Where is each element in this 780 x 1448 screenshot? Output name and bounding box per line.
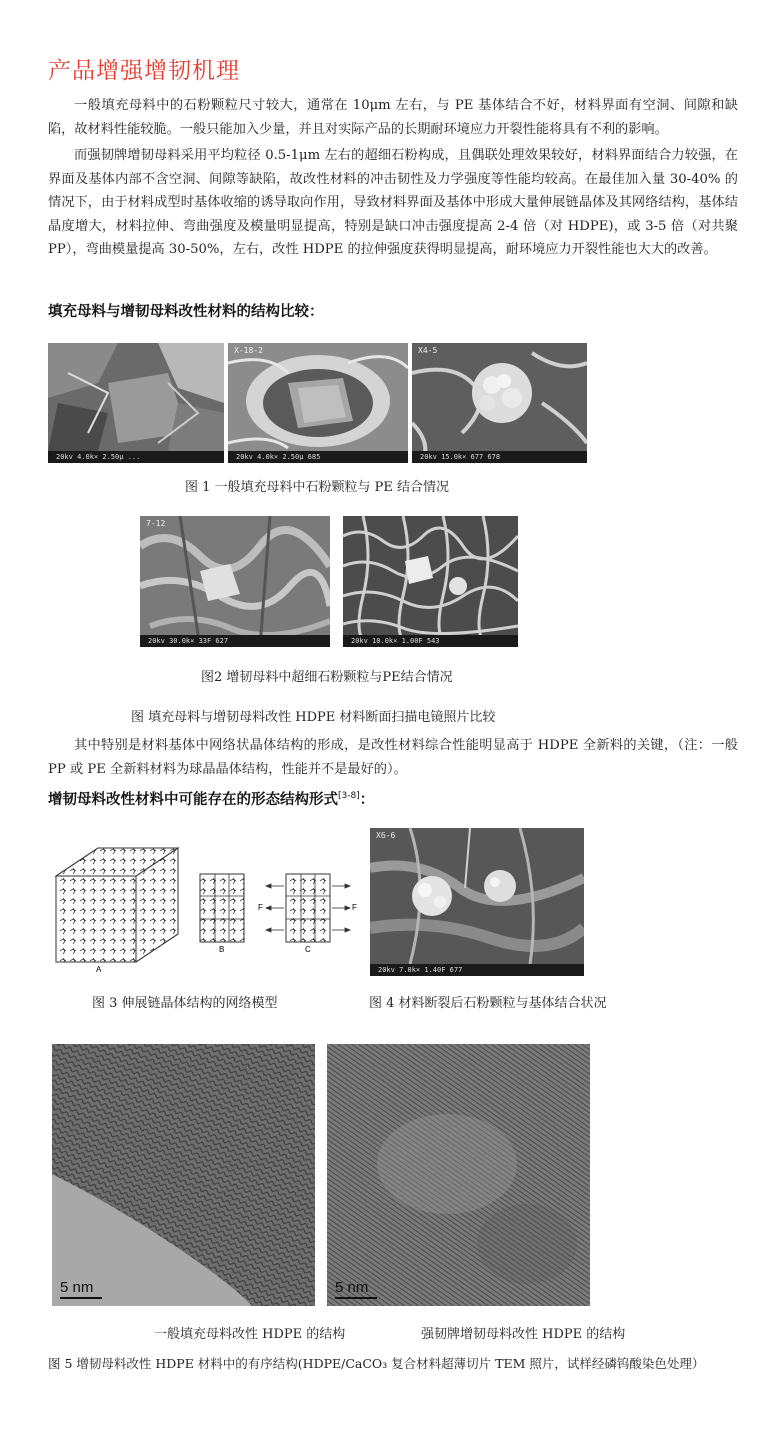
- sem-info-bar: 20kv 30.0k× 33F 627: [140, 635, 330, 647]
- scale-bar: [335, 1297, 377, 1299]
- figure-5-caption: 图 5 增韧母料改性 HDPE 材料中的有序结构(HDPE/CaCO₃ 复合材料超薄切片 TEM 照片，试样经磷钨酸染色处理）: [48, 1356, 705, 1371]
- scale-bar: [60, 1297, 102, 1299]
- comparison-caption: 图 填充母料与增韧母料改性 HDPE 材料断面扫描电镜照片比较: [131, 710, 496, 725]
- tem-scale-left: [60, 1279, 93, 1296]
- figure-3-caption: 图 3 伸展链晶体结构的网络模型: [92, 996, 278, 1011]
- tem-photo-filler: [52, 1044, 315, 1306]
- sem-image-tough-1: [140, 516, 330, 647]
- figure-4-caption: 图 4 材料断裂后石粉颗粒与基体结合状况: [369, 996, 607, 1011]
- sem-tag: X4-5: [418, 346, 438, 355]
- section-heading-morphology: [48, 788, 374, 809]
- tem-image-tough: [327, 1044, 590, 1306]
- reference-marker: [3-8]: [338, 791, 360, 802]
- tem-image-filler: [52, 1044, 315, 1306]
- sem-info-bar: 20kv 7.0k× 1.40F 677: [370, 964, 584, 976]
- sem-image-filler-2: [228, 343, 408, 463]
- figure-1-caption: 图 1 一般填充母料中石粉颗粒与 PE 结合情况: [185, 480, 450, 495]
- sem-photo-tough-1: [140, 516, 330, 647]
- network-model-diagram: [48, 826, 368, 976]
- tem-scale-right: [335, 1279, 368, 1296]
- heading-text: 增韧母料改性材料中可能存在的形态结构形式: [48, 792, 338, 808]
- sem-tag: X6-6: [376, 831, 396, 840]
- model-b-grid: [200, 874, 244, 942]
- section-heading-comparison: 填充母料与增韧母料改性材料的结构比较：: [48, 304, 324, 320]
- sem-photo-fracture: [370, 828, 584, 976]
- scale-text: 5 nm: [335, 1279, 369, 1296]
- figure-2-caption: 图2 增韧母料中超细石粉颗粒与PE结合情况: [201, 670, 453, 685]
- force-label-left: F: [258, 903, 263, 912]
- heading-colon: ：: [359, 792, 375, 808]
- figure-5-left-caption: 一般填充母料改性 HDPE 的结构: [154, 1327, 346, 1342]
- sem-tag: 7-12: [146, 519, 166, 528]
- cube-front-face: [56, 876, 136, 962]
- sem-photo-filler-2: [228, 343, 408, 463]
- scale-text: 5 nm: [60, 1279, 94, 1296]
- model-label-b: B: [219, 945, 225, 954]
- sem-info-bar: 20kv 4.0k× 2.50μ 685: [228, 451, 408, 463]
- sem-photo-tough-2: [343, 516, 518, 647]
- paragraph-1: 一般填充母料中的石粉颗粒尺寸较大，通常在 10μm 左右，与 PE 基体结合不好，材料界面有空洞、间隙和缺陷，故材料性能较脆。一般只能加入少量，并且对实际产品的长期耐环境应力开裂性能将具有不利的影响。: [48, 98, 738, 137]
- tem-photo-tough: [327, 1044, 590, 1306]
- page-title: 产品增强增韧机理: [48, 58, 240, 84]
- force-label-right: F: [352, 903, 357, 912]
- paragraph-2: 而强韧牌增韧母料采用平均粒径 0.5-1μm 左右的超细石粉构成，且偶联处理效果较好，材料界面结合力较强，在界面及基体内部不含空洞、间隙等缺陷，故改性材料的冲击韧性及力学强度等性能均较高。在最佳加入量 30-40% 的情况下，由于材料成型时基体收缩的诱导取向作用，导致材料界面及基体中形成大量伸展链晶体及其网络结构，基体结晶度增大，材料拉伸、弯曲强度及模量明显提高，特别是缺口冲击强度提高 2-4 倍（对 HDPE)，或 3-5 倍（对共聚 PP），弯曲模量提高 30-50%，左右，改性 HDPE 的拉伸强度获得明显提高，耐环境应力开裂性能也大大的改善。: [48, 148, 738, 257]
- paragraph-3: 其中特别是材料基体中网络状晶体结构的形成，是改性材料综合性能明显高于 HDPE 全新料的关键，（注：一般 PP 或 PE 全新料材料为球晶晶体结构，性能并不是最好的）。: [48, 738, 738, 777]
- sem-info-bar: 20kv 4.0k× 2.50μ ...: [48, 451, 224, 463]
- model-c-grid: [286, 874, 330, 942]
- figure-5-right-caption: 强韧牌增韧母料改性 HDPE 的结构: [421, 1327, 626, 1342]
- sem-photo-filler-1: [48, 343, 224, 463]
- sem-photo-filler-3: [412, 343, 587, 463]
- sem-image-filler-3: [412, 343, 587, 463]
- model-label-a: A: [96, 965, 102, 974]
- sem-image-tough-2: [343, 516, 518, 647]
- sem-info-bar: 20kv 10.0k× 1.00F 543: [343, 635, 518, 647]
- sem-tag: X-18-2: [234, 346, 263, 355]
- sem-image-fracture: [370, 828, 584, 976]
- sem-info-bar: 20kv 15.0k× 677 678: [412, 451, 587, 463]
- model-label-c: C: [305, 945, 311, 954]
- sem-image-filler-1: [48, 343, 224, 463]
